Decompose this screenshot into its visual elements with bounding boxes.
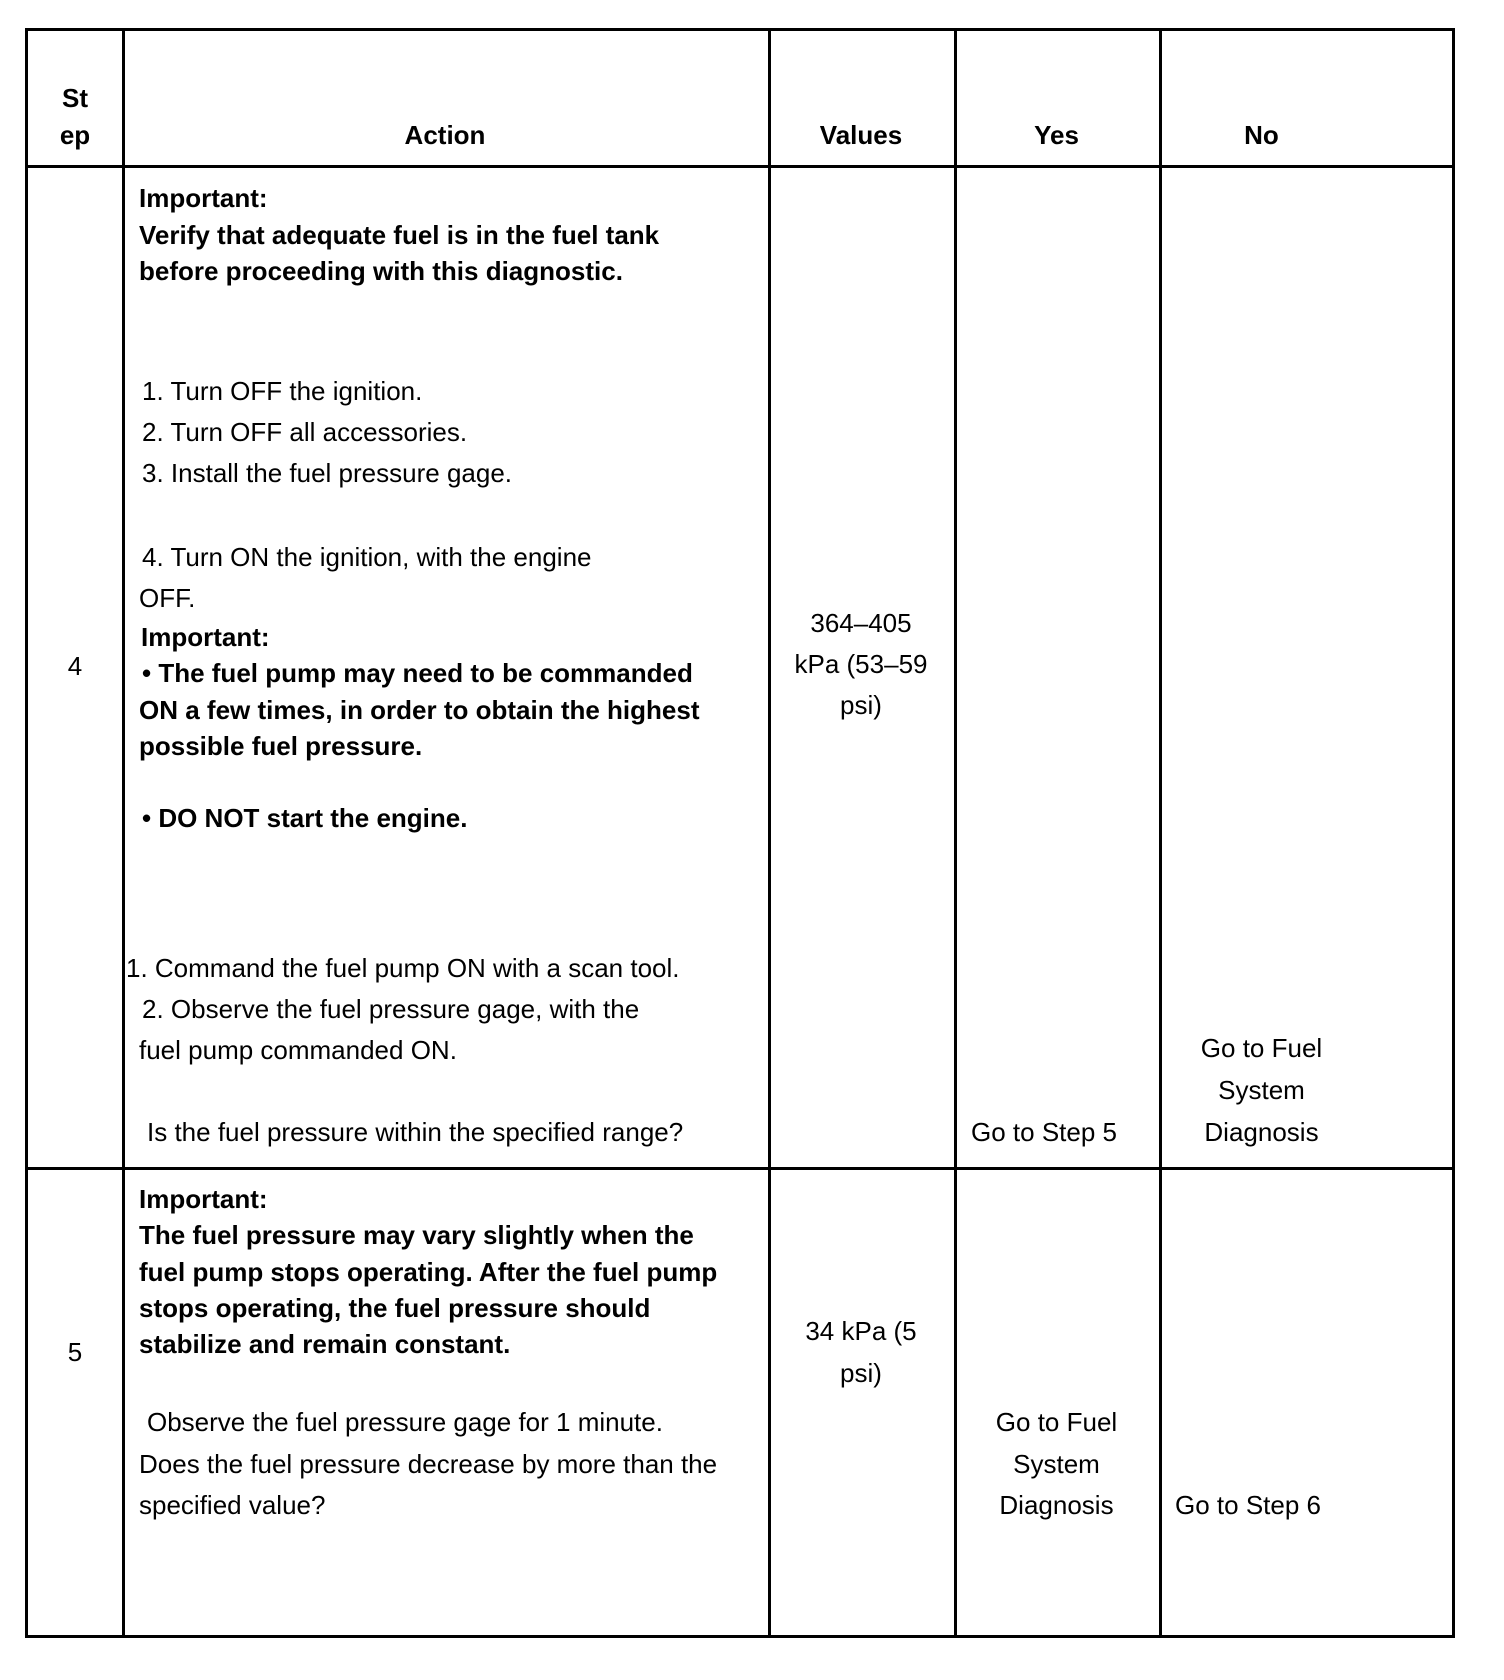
- column-divider: [1159, 31, 1162, 1635]
- step-number: 4: [67, 651, 83, 681]
- instruction-step-continued: fuel pump commanded ON.: [139, 1035, 457, 1065]
- row-divider: [28, 165, 1452, 168]
- diagnostic-table: [25, 28, 1455, 1638]
- instruction-step: 4. Turn ON the ignition, with the engine: [142, 542, 592, 572]
- header-no: No: [1244, 120, 1279, 150]
- no-result: System: [1218, 1075, 1305, 1105]
- instruction-step: 2. Turn OFF all accessories.: [142, 417, 468, 447]
- important-bullet-continued: possible fuel pressure.: [139, 731, 423, 761]
- important-text: before proceeding with this diagnostic.: [139, 256, 623, 286]
- header-action: Action: [404, 120, 486, 150]
- important-label: Important:: [141, 622, 270, 652]
- no-result: Go to Step 6: [1175, 1490, 1321, 1520]
- header-values: Values: [819, 120, 903, 150]
- yes-result: Go to Fuel: [995, 1407, 1118, 1437]
- column-divider: [122, 31, 125, 1635]
- no-result: Go to Fuel: [1200, 1033, 1323, 1063]
- instruction-step: 3. Install the fuel pressure gage.: [142, 458, 513, 488]
- important-label: Important:: [139, 1184, 268, 1214]
- step-number: 5: [67, 1337, 83, 1367]
- yes-result: System: [1013, 1449, 1100, 1479]
- header-step-line1: St: [62, 83, 88, 113]
- question: Is the fuel pressure within the specified range?: [147, 1117, 684, 1147]
- instruction-step: 1. Command the fuel pump ON with a scan tool.: [126, 953, 680, 983]
- important-bullet: • DO NOT start the engine.: [142, 803, 468, 833]
- value-range: psi): [840, 690, 882, 720]
- important-text: The fuel pressure may vary slightly when the: [139, 1220, 694, 1250]
- header-yes: Yes: [1034, 120, 1079, 150]
- important-bullet: • The fuel pump may need to be commanded: [142, 658, 693, 688]
- value-range: psi): [840, 1358, 882, 1388]
- question: Does the fuel pressure decrease by more than the: [139, 1449, 718, 1479]
- no-result: Diagnosis: [1204, 1117, 1319, 1147]
- important-text: stops operating, the fuel pressure should: [139, 1293, 651, 1323]
- column-divider: [954, 31, 957, 1635]
- question: specified value?: [139, 1490, 326, 1520]
- value-range: 34 kPa (5: [805, 1316, 917, 1346]
- important-text: Verify that adequate fuel is in the fuel tank: [139, 220, 660, 250]
- header-step-line2: ep: [59, 120, 91, 150]
- column-divider: [768, 31, 771, 1635]
- row-divider: [28, 1167, 1452, 1170]
- instruction-step-continued: OFF.: [139, 583, 196, 613]
- value-range: kPa (53–59: [794, 649, 928, 679]
- instruction-step: Observe the fuel pressure gage for 1 minute.: [147, 1407, 663, 1437]
- important-label: Important:: [139, 183, 268, 213]
- instruction-step: 2. Observe the fuel pressure gage, with the: [142, 994, 640, 1024]
- yes-result: Diagnosis: [999, 1490, 1114, 1520]
- instruction-step: 1. Turn OFF the ignition.: [142, 376, 423, 406]
- important-text: stabilize and remain constant.: [139, 1329, 511, 1359]
- yes-result: Go to Step 5: [971, 1117, 1117, 1147]
- important-bullet-continued: ON a few times, in order to obtain the highest: [139, 695, 700, 725]
- value-range: 364–405: [810, 608, 912, 638]
- important-text: fuel pump stops operating. After the fuel pump: [139, 1257, 718, 1287]
